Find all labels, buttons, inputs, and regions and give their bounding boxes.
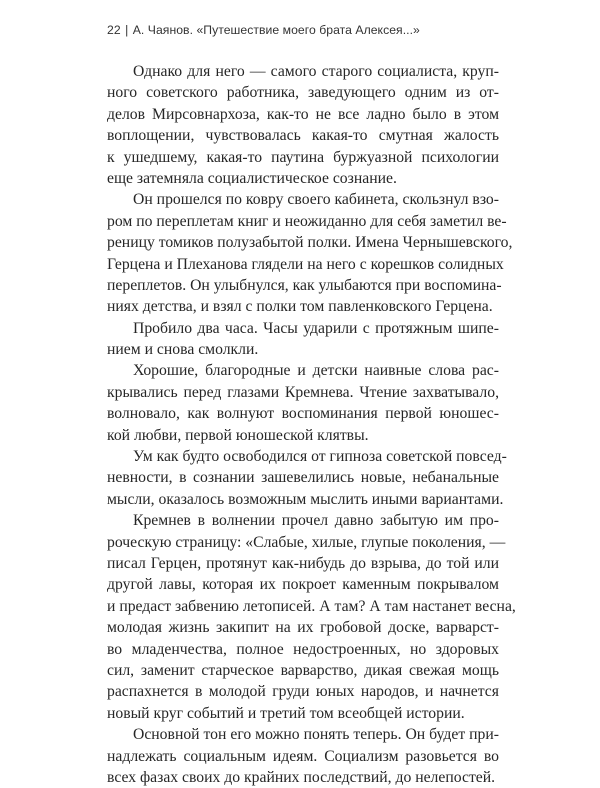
header-separator: | xyxy=(125,23,129,37)
text-line: Хорошие, благородные и детски наивные слова рас- xyxy=(133,362,499,380)
text-line: Однако для него — самого старого социалиста, круп- xyxy=(133,63,499,80)
text-line: Пробило два часа. Часы ударили с протяжным шипе- xyxy=(133,319,499,337)
text-line: всех фазах своих до крайних последствий, до нелепостей. xyxy=(107,768,496,786)
paragraph-1 xyxy=(107,61,499,189)
paragraph-2 xyxy=(107,189,513,317)
paragraph-6 xyxy=(107,510,516,724)
text-line: кой любви, первой юношеской клятвы. xyxy=(107,426,369,444)
text-line: писал Герцен, протянут как-нибудь до взрыва, до той или xyxy=(107,554,499,572)
paragraph-4 xyxy=(107,360,499,446)
text-line: ром по переплетам книг и неожиданно для себя заметил ве- xyxy=(107,212,507,230)
text-line: волновало, как волнуют воспоминания первой юношес- xyxy=(107,405,499,423)
text-line: другой лавы, которая их покроет каменным покрывалом xyxy=(107,576,499,594)
running-header xyxy=(107,22,507,38)
text-line: и предаст забвению летописей. А там? А там настанет весна, xyxy=(107,597,516,615)
header-title: А. Чаянов. «Путешествие моего брата Алексея...» xyxy=(132,23,420,37)
text-line: делов Мирсовнархоза, как-то не все ладно было в этом xyxy=(107,105,499,123)
text-line: надлежать социальным идеям. Социализм разовьется во xyxy=(107,747,499,765)
page-number: 22 xyxy=(107,23,121,37)
text-line: еще затемняла социалистическое сознание. xyxy=(107,169,397,187)
text-line: Герцена и Плеханова глядели на него с корешков солидных xyxy=(107,255,504,273)
text-line: Кремнев в волнении прочел давно забытую им про- xyxy=(133,512,499,530)
text-line: молодая жизнь закипит на их гробовой доске, варварст- xyxy=(107,619,499,637)
text-line: Он прошелся по ковру своего кабинета, скользнул взо- xyxy=(133,191,499,209)
text-line: роческую страницу: «Слабые, хилые, глупые поколения, — xyxy=(107,533,506,551)
paragraph-7 xyxy=(107,724,499,788)
text-line: реницу томиков полузабытой полки. Имена Чернышевского, xyxy=(107,234,513,252)
text-line: Ум как будто освободился от гипноза советской повсед- xyxy=(133,448,507,466)
text-line: сил, заменит старческое варварство, дикая свежая мощь xyxy=(107,661,499,679)
text-line: ниях детства, и взял с полки том павленковского Герцена. xyxy=(107,298,493,316)
text-line: новый круг событий и третий том всеобщей истории. xyxy=(107,704,465,722)
text-line: невности, в сознании зашевелились новые, небанальные xyxy=(107,469,499,487)
body-text xyxy=(107,61,516,788)
text-line: к ушедшему, какая-то паутина буржуазной психологии xyxy=(107,148,499,166)
text-line: воплощении, чувствовалась какая-то смутная жалость xyxy=(107,127,499,145)
text-line: во младенчества, полное недостроенных, но здоровых xyxy=(107,640,499,658)
text-line: нием и снова смолкли. xyxy=(107,341,259,359)
text-line: мысли, оказалось возможным мыслить иными вариантами. xyxy=(107,490,504,508)
text-line: крывались перед глазами Кремнева. Чтение захватывало, xyxy=(107,383,499,401)
text-line: ного советского работника, заведующего одним из от- xyxy=(107,84,499,102)
paragraph-5 xyxy=(107,446,507,510)
text-line: Основной тон его можно понять теперь. Он будет при- xyxy=(133,726,499,744)
text-line: переплетов. Он улыбнулся, как улыбаются при воспомина- xyxy=(107,276,502,294)
paragraph-3 xyxy=(107,318,499,361)
text-line: распахнется в молодой груди юных народов, и начнется xyxy=(107,683,499,701)
